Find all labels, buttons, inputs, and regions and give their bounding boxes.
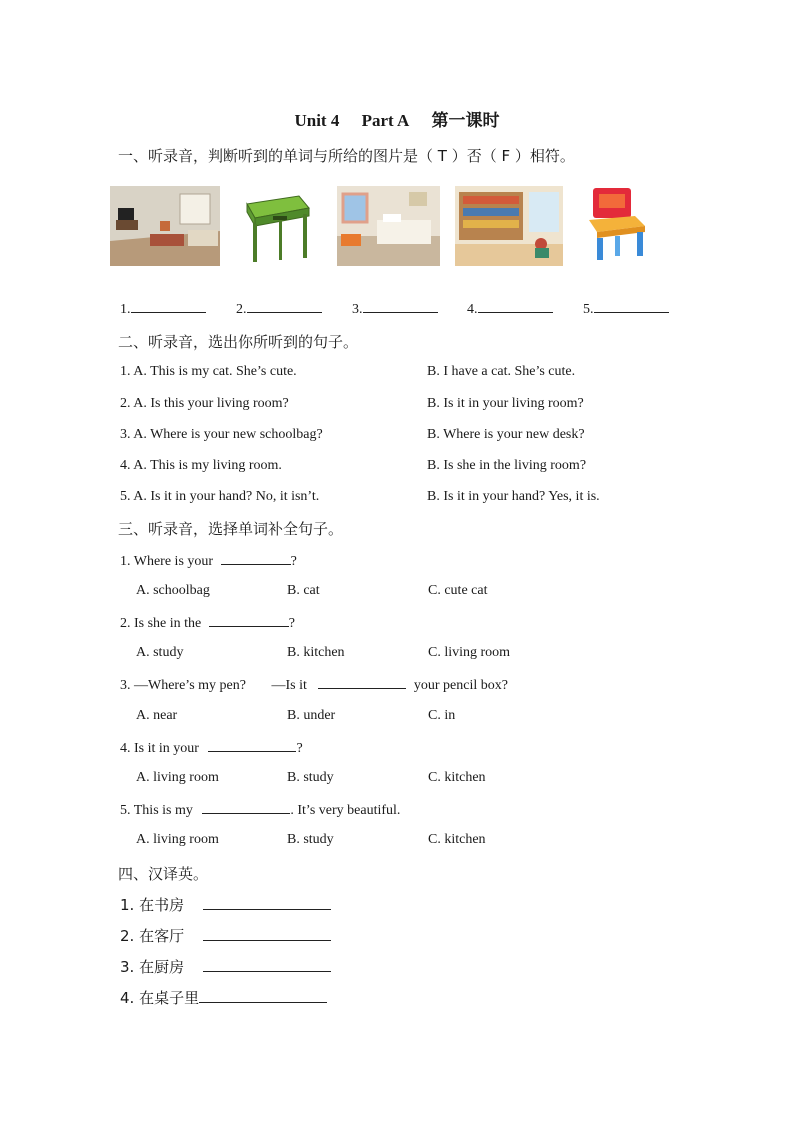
answer-blank[interactable] bbox=[199, 990, 327, 1003]
answer-number: 3. bbox=[352, 302, 363, 317]
section3-heading: 三、听录音，选择单词补全句子。 bbox=[118, 520, 344, 538]
answer-4[interactable] bbox=[467, 300, 553, 318]
question-text: 2. Is she in the bbox=[120, 616, 202, 631]
answer-3[interactable] bbox=[352, 300, 438, 318]
item-number: 4. bbox=[120, 989, 135, 1007]
question-text: ? bbox=[288, 616, 295, 631]
title-unit: Unit 4 bbox=[294, 111, 340, 130]
section3-question-2 bbox=[120, 614, 295, 632]
option-b[interactable]: B. study bbox=[287, 770, 334, 785]
option-c[interactable]: C. living room bbox=[428, 645, 511, 660]
item-text: 在书房 bbox=[139, 896, 185, 914]
answer-blank[interactable] bbox=[209, 614, 289, 627]
answer-2[interactable] bbox=[236, 300, 322, 318]
question-text: 1. Where is your bbox=[120, 554, 214, 569]
translation-item-1 bbox=[120, 894, 331, 915]
section2-item-5-a: 5. A. Is it in your hand? No, it isn’t. bbox=[120, 489, 320, 504]
item-number: 3. bbox=[120, 958, 135, 976]
option-a[interactable]: A. near bbox=[136, 708, 178, 723]
translation-item-3 bbox=[120, 956, 331, 977]
section3-question-4 bbox=[120, 739, 303, 757]
page-title bbox=[0, 106, 794, 131]
item-text: 在桌子里 bbox=[139, 989, 200, 1007]
section2-item-2-b: B. Is it in your living room? bbox=[427, 396, 584, 411]
option-c[interactable]: C. kitchen bbox=[428, 832, 486, 847]
option-b[interactable]: B. cat bbox=[287, 583, 320, 598]
question-text: 5. This is my bbox=[120, 803, 193, 818]
answer-number: 4. bbox=[467, 302, 478, 317]
title-lesson: 第一课时 bbox=[431, 111, 500, 131]
item-text: 在厨房 bbox=[139, 958, 185, 976]
answer-5[interactable] bbox=[583, 300, 669, 318]
study-icon bbox=[455, 186, 563, 266]
answer-blank[interactable] bbox=[203, 959, 331, 972]
option-c[interactable]: C. kitchen bbox=[428, 770, 486, 785]
item-number: 1. bbox=[120, 896, 135, 914]
option-c[interactable]: C. cute cat bbox=[428, 583, 488, 598]
option-b[interactable]: B. kitchen bbox=[287, 645, 345, 660]
section2-item-1-a: 1. A. This is my cat. She’s cute. bbox=[120, 364, 297, 379]
option-c[interactable]: C. in bbox=[428, 708, 456, 723]
option-a[interactable]: A. schoolbag bbox=[136, 583, 210, 598]
section3-question-5 bbox=[120, 801, 400, 819]
answer-blank[interactable] bbox=[202, 801, 290, 814]
chair-icon bbox=[585, 186, 649, 266]
section2-item-5-b: B. Is it in your hand? Yes, it is. bbox=[427, 489, 600, 504]
question-text: . It’s very beautiful. bbox=[290, 803, 401, 818]
answer-number: 1. bbox=[120, 302, 131, 317]
question-text: ? bbox=[296, 741, 303, 756]
question-text: 3. —Where’s my pen? bbox=[120, 678, 246, 693]
section2-item-2-a: 2. A. Is this your living room? bbox=[120, 396, 289, 411]
section2-heading: 二、听录音，选出你所听到的句子。 bbox=[118, 333, 359, 351]
living-room-icon bbox=[110, 186, 220, 266]
item-text: 在客厅 bbox=[139, 927, 185, 945]
option-a[interactable]: A. living room bbox=[136, 770, 219, 785]
answer-number: 2. bbox=[236, 302, 247, 317]
option-a[interactable]: A. study bbox=[136, 645, 184, 660]
section2-item-4-b: B. Is she in the living room? bbox=[427, 458, 587, 473]
translation-item-4 bbox=[120, 987, 327, 1008]
answer-blank[interactable] bbox=[203, 897, 331, 910]
answer-blank[interactable] bbox=[203, 928, 331, 941]
section3-question-3 bbox=[120, 676, 508, 694]
option-b[interactable]: B. study bbox=[287, 832, 334, 847]
bedroom-icon bbox=[337, 186, 440, 266]
question-text: 4. Is it in your bbox=[120, 741, 199, 756]
question-text: ? bbox=[290, 554, 297, 569]
translation-item-2 bbox=[120, 925, 331, 946]
answer-blank[interactable] bbox=[318, 676, 406, 689]
option-a[interactable]: A. living room bbox=[136, 832, 219, 847]
section4-heading: 四、汉译英。 bbox=[118, 865, 209, 883]
title-part: Part A bbox=[361, 111, 410, 130]
item-number: 2. bbox=[120, 927, 135, 945]
question-text: —Is it bbox=[271, 678, 307, 693]
section2-item-3-a: 3. A. Where is your new schoolbag? bbox=[120, 427, 323, 442]
answer-1[interactable] bbox=[120, 300, 206, 318]
section2-item-4-a: 4. A. This is my living room. bbox=[120, 458, 282, 473]
section1-heading: 一、听录音，判断听到的单词与所给的图片是（ T ）否（ F ）相符。 bbox=[118, 147, 575, 165]
section3-question-1 bbox=[120, 552, 297, 570]
answer-blank[interactable] bbox=[208, 739, 296, 752]
section2-item-3-b: B. Where is your new desk? bbox=[427, 427, 585, 442]
answer-number: 5. bbox=[583, 302, 594, 317]
table-icon bbox=[243, 186, 311, 266]
answer-blank[interactable] bbox=[221, 552, 291, 565]
option-b[interactable]: B. under bbox=[287, 708, 336, 723]
question-text: your pencil box? bbox=[413, 678, 508, 693]
section2-item-1-b: B. I have a cat. She’s cute. bbox=[427, 364, 576, 379]
